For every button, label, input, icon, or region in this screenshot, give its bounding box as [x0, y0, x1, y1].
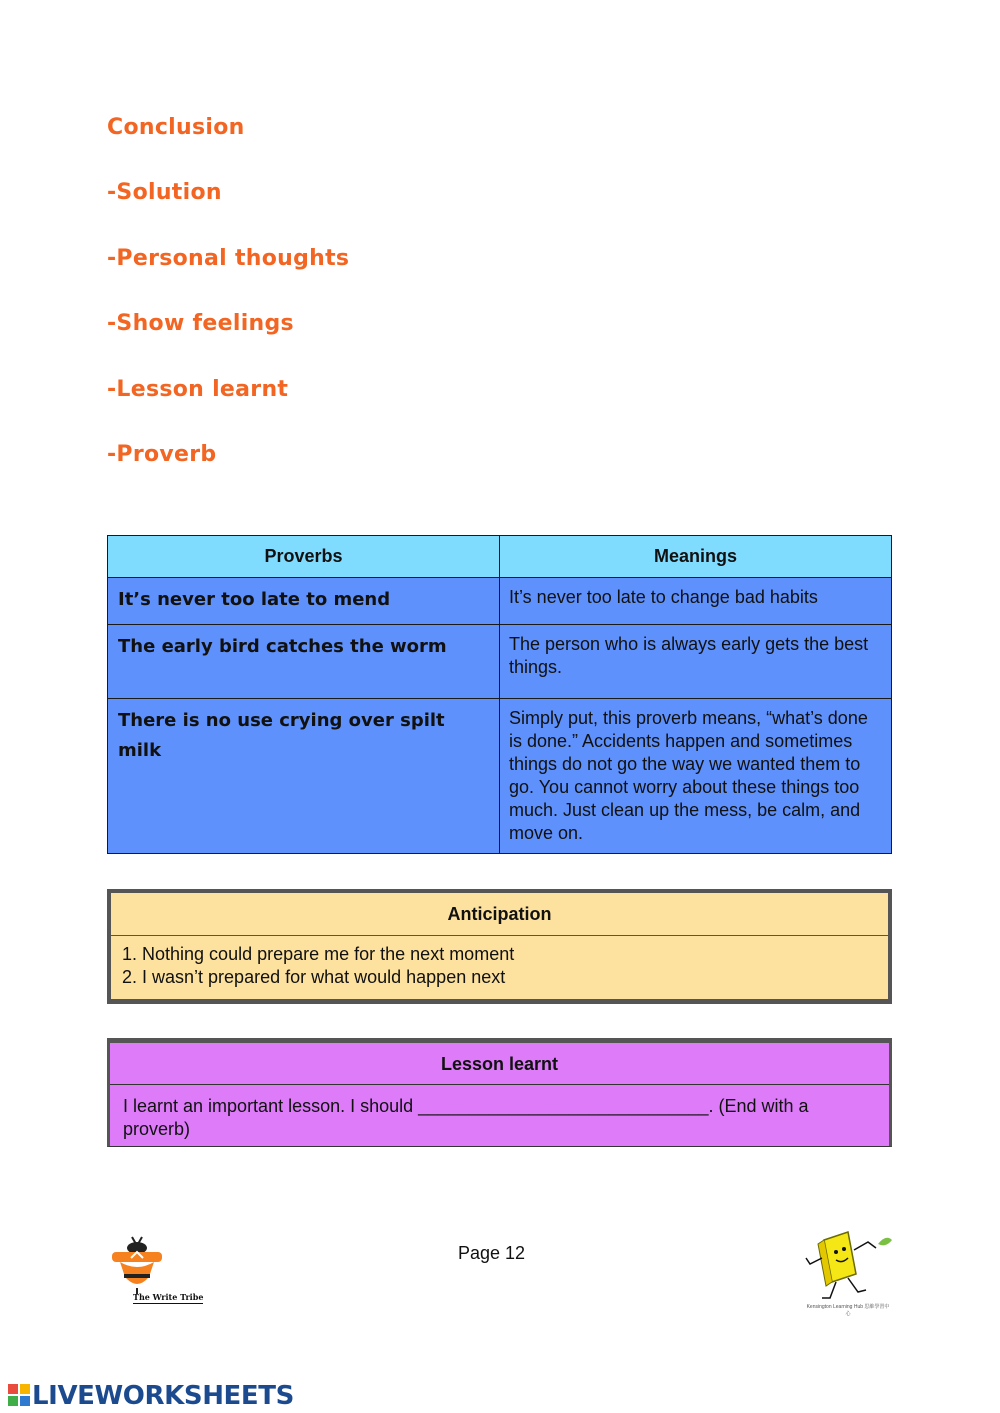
proverb-cell: There is no use crying over spilt milk: [108, 699, 500, 854]
heading-personal-thoughts: -Personal thoughts: [107, 245, 350, 271]
table-row: [108, 578, 892, 625]
meaning-cell: It’s never too late to change bad habits: [500, 578, 892, 625]
lesson-learnt-text: I learnt an important lesson. I should _____________________________. (End with a proverb): [123, 1096, 809, 1139]
liveworksheets-logo-icon: [8, 1384, 30, 1406]
page-number: Page 12: [458, 1243, 526, 1263]
liveworksheets-wordmark: LIVEWORKSHEETS: [32, 1381, 294, 1411]
bee-icon: [108, 1232, 168, 1294]
running-book-icon: [802, 1228, 894, 1304]
learning-hub-logo: [802, 1228, 894, 1324]
anticipation-line: 2. I wasn’t prepared for what would happen next: [122, 967, 506, 987]
learning-hub-caption: Kensington Learning Hub 思維學習中心: [806, 1304, 890, 1317]
heading-conclusion: Conclusion: [107, 115, 245, 140]
proverb-cell: It’s never too late to mend: [108, 578, 500, 625]
section-heading-list: [107, 112, 349, 504]
meaning-cell: The person who is always early gets the best things.: [500, 625, 892, 699]
column-header-meanings: Meanings: [500, 536, 892, 578]
meaning-cell: Simply put, this proverb means, “what’s done is done.” Accidents happen and sometimes things do not go the way we wanted them to go. You cannot worry about these things too much. Just clean up the mess, be calm, and move on.: [500, 699, 892, 854]
heading-solution: -Solution: [107, 180, 222, 206]
column-header-proverbs: Proverbs: [108, 536, 500, 578]
table-row: [108, 625, 892, 699]
heading-proverb: -Proverb: [107, 441, 217, 467]
anticipation-body: [111, 936, 888, 996]
heading-lesson-learnt: -Lesson learnt: [107, 376, 289, 402]
write-tribe-caption: The Write Tribe: [133, 1292, 204, 1302]
proverb-cell: The early bird catches the worm: [108, 625, 500, 699]
proverb-table: [107, 535, 892, 854]
lesson-learnt-title: Lesson learnt: [110, 1043, 889, 1085]
write-tribe-logo: [108, 1232, 218, 1308]
anticipation-line: 1. Nothing could prepare me for the next moment: [122, 944, 515, 964]
heading-show-feelings: -Show feelings: [107, 311, 294, 337]
anticipation-box: [107, 889, 892, 1004]
anticipation-title: Anticipation: [111, 893, 888, 936]
lesson-learnt-box: [107, 1038, 892, 1147]
table-row: [108, 699, 892, 854]
